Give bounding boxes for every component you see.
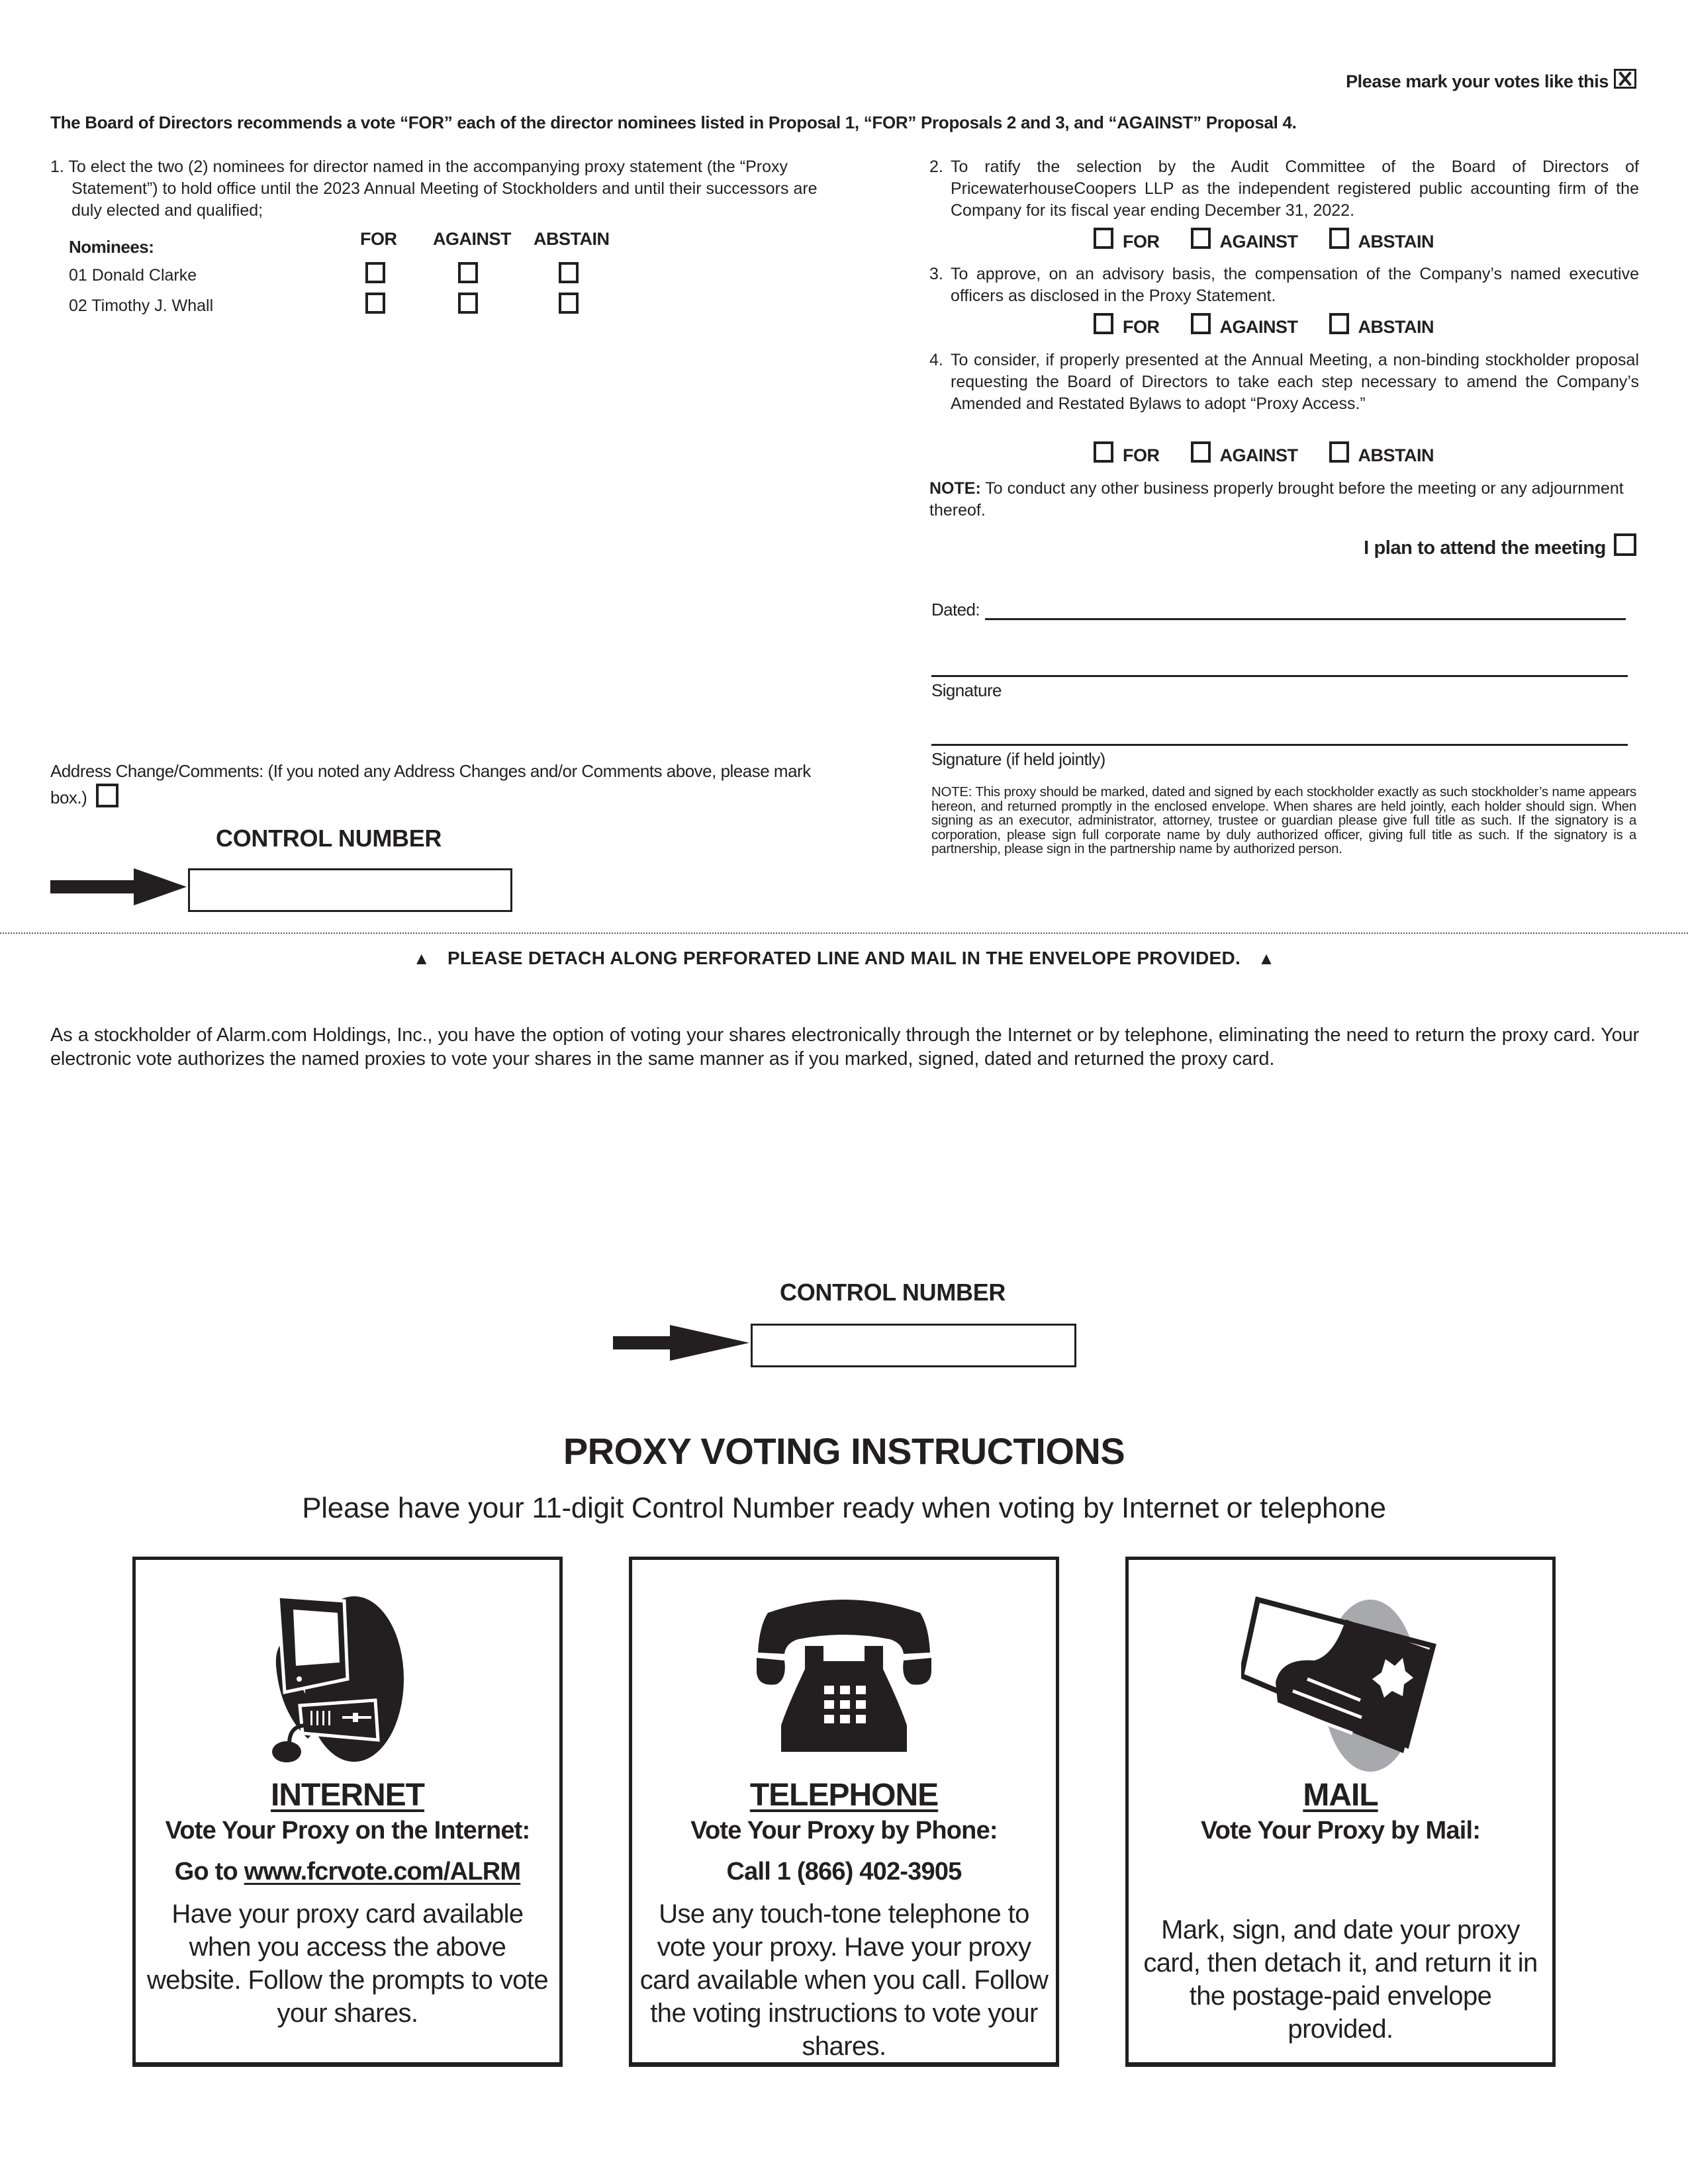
mail-title: MAIL — [1303, 1778, 1378, 1813]
mail-subtitle: Vote Your Proxy by Mail: — [1200, 1817, 1481, 1844]
attend-meeting-checkbox[interactable] — [1614, 533, 1636, 556]
telephone-icon — [745, 1580, 943, 1778]
proposal-4-vote-options — [1094, 441, 1460, 466]
note-label: NOTE: — [929, 479, 981, 498]
arrow-right-icon — [50, 868, 187, 905]
joint-signature-label: Signature (if held jointly) — [931, 749, 1105, 769]
detach-text: PLEASE DETACH ALONG PERFORATED LINE AND MAIL IN THE ENVELOPE PROVIDED. — [447, 948, 1241, 968]
column-for: FOR — [360, 229, 397, 249]
abstain-label: ABSTAIN — [1358, 232, 1434, 251]
proposal-3-number: 3. — [929, 265, 943, 283]
proposal-4-number: 4. — [929, 351, 943, 369]
proposal-2 — [929, 156, 1639, 222]
proposal-4-abstain-checkbox[interactable] — [1329, 441, 1349, 463]
mail-envelope-icon — [1241, 1580, 1440, 1778]
board-recommendation: The Board of Directors recommends a vote “FOR” each of the director nominees listed in Proposal 1, “FOR” Proposals 2 and 3, and “AGAINST” Proposal 4. — [50, 113, 1297, 132]
proposal-2-text: To ratify the selection by the Audit Committee of the Board of Directors of PricewaterhouseCoopers LLP as the independent registered public accounting firm of the Company for its fiscal year ending December 31, 2022. — [951, 158, 1639, 220]
telephone-title: TELEPHONE — [749, 1778, 939, 1813]
proposal-4-text: To consider, if properly presented at the Annual Meeting, a non-binding stockholder proposal requesting the Board of Directors to take each step necessary to amend the Company’s Amended and Restated Bylaws to adopt “Proxy Access.” — [951, 351, 1639, 413]
control-number-field[interactable] — [188, 868, 512, 912]
control-number-label: CONTROL NUMBER — [216, 825, 442, 852]
address-change-text: Address Change/Comments: (If you noted any Address Changes and/or Comments above, please mark box.) — [50, 761, 811, 807]
proposal-3-text: To approve, on an advisory basis, the compensation of the Company’s named executive officers as disclosed in the Proxy Statement. — [951, 265, 1639, 305]
signing-instructions-note: NOTE: This proxy should be marked, dated and signed by each stockholder exactly as such stockholder’s name appears hereon, and returned promptly in the enclosed envelope. When shares are held jointly, each holder should sign. When signing as an executor, administrator, attorney, trustee or guardian please give full title as such. If the signatory is a corporation, please sign full corporate name by duly authorized officer, giving full title as such. If the signatory is a partnership, please sign in the partnership name by authorized person. — [931, 784, 1636, 856]
proposal-4 — [929, 349, 1639, 415]
proposal-2-for-checkbox[interactable] — [1094, 228, 1113, 249]
telephone-subtitle: Vote Your Proxy by Phone: — [690, 1817, 998, 1844]
column-abstain: ABSTAIN — [534, 229, 610, 249]
nominee-2-against-checkbox[interactable] — [458, 293, 478, 314]
nominee-1-abstain-checkbox[interactable] — [559, 262, 579, 283]
nominee-row — [69, 296, 213, 316]
proposal-3-for-checkbox[interactable] — [1094, 313, 1113, 334]
electronic-voting-info: As a stockholder of Alarm.com Holdings, Inc., you have the option of voting your shares electronically through the Internet or by telephone, eliminating the need to return the proxy card. Your electronic vote authorizes the named proxies to vote your shares in the same manner as if you marked, signed, dated and returned the proxy card. — [50, 1024, 1639, 1069]
abstain-label: ABSTAIN — [1358, 445, 1434, 465]
joint-signature-field[interactable] — [931, 744, 1628, 746]
proposal-3-vote-options — [1094, 313, 1460, 338]
proposal-3-abstain-checkbox[interactable] — [1329, 313, 1349, 334]
column-against: AGAINST — [433, 229, 511, 249]
nominee-2-for-checkbox[interactable] — [365, 293, 385, 314]
arrow-right-icon — [613, 1325, 749, 1361]
nominee-1-for-checkbox[interactable] — [365, 262, 385, 283]
proposal-1 — [50, 156, 826, 222]
internet-subtitle: Vote Your Proxy on the Internet: — [165, 1817, 530, 1844]
control-number-field[interactable] — [751, 1324, 1076, 1367]
nominee-2-abstain-checkbox[interactable] — [559, 293, 579, 314]
signature-field[interactable] — [931, 675, 1628, 677]
computer-icon — [248, 1580, 447, 1778]
against-label: AGAINST — [1219, 317, 1298, 337]
other-business-note — [929, 478, 1639, 522]
nominee-1-against-checkbox[interactable] — [458, 262, 478, 283]
internet-instructions: Have your proxy card available when you access the above website. Follow the prompts to vote your shares. — [147, 1899, 548, 2028]
proposal-4-for-checkbox[interactable] — [1094, 441, 1113, 463]
proxy-voting-instructions-title: PROXY VOTING INSTRUCTIONS — [563, 1430, 1125, 1472]
dated-label: Dated: — [931, 600, 980, 619]
proposal-3 — [929, 263, 1639, 307]
nominee-name: 01 Donald Clarke — [69, 266, 197, 285]
nominee-table — [69, 229, 665, 315]
proposal-2-vote-options — [1094, 228, 1460, 252]
dated-field[interactable] — [985, 618, 1626, 620]
proposal-3-against-checkbox[interactable] — [1191, 313, 1211, 334]
triangle-up-icon: ▲ — [1258, 948, 1276, 968]
example-marked-checkbox-icon — [1614, 69, 1636, 89]
proxy-voting-instructions-subtitle: Please have your 11-digit Control Number ready when voting by Internet or telephone — [302, 1492, 1386, 1524]
triangle-up-icon: ▲ — [412, 948, 430, 968]
for-label: FOR — [1123, 317, 1160, 337]
detach-instruction — [0, 948, 1688, 969]
address-change-checkbox[interactable] — [96, 784, 118, 807]
proposal-2-against-checkbox[interactable] — [1191, 228, 1211, 249]
nominees-label: Nominees: — [69, 237, 154, 257]
control-number-label: CONTROL NUMBER — [780, 1279, 1006, 1306]
signature-label: Signature — [931, 680, 1002, 700]
against-label: AGAINST — [1219, 445, 1298, 465]
voting-website-link[interactable]: www.fcrvote.com/ALRM — [244, 1858, 521, 1886]
for-label: FOR — [1123, 232, 1160, 251]
proposal-1-text: To elect the two (2) nominees for director named in the accompanying proxy statement (the “Proxy Statement”) to hold office until the 2023 Annual Meeting of Stockholders and until their successors are duly elected and qualified; — [68, 158, 818, 220]
nominee-row — [69, 266, 197, 285]
telephone-number: Call 1 (866) 402-3905 — [726, 1858, 962, 1886]
internet-action: Go to www.fcrvote.com/ALRM — [174, 1858, 521, 1886]
mail-voting-panel — [1125, 1557, 1556, 2067]
proposal-4-against-checkbox[interactable] — [1191, 441, 1211, 463]
proposal-1-number: 1. — [50, 158, 64, 176]
proposal-2-number: 2. — [929, 158, 943, 176]
internet-voting-panel — [132, 1557, 563, 2067]
mail-instructions: Mark, sign, and date your proxy card, then detach it, and return it in the postage-paid envelope provided. — [1143, 1915, 1538, 2044]
perforated-line — [0, 933, 1688, 934]
telephone-instructions: Use any touch-tone telephone to vote your proxy. Have your proxy card available when you call. Follow the voting instructions to vote your shares. — [639, 1899, 1049, 2061]
abstain-label: ABSTAIN — [1358, 317, 1434, 337]
telephone-voting-panel — [629, 1557, 1059, 2067]
nominee-name: 02 Timothy J. Whall — [69, 296, 214, 315]
against-label: AGAINST — [1219, 232, 1298, 251]
note-text: To conduct any other business properly brought before the meeting or any adjournment thereof. — [929, 479, 1624, 520]
mark-votes-hint — [1346, 69, 1636, 92]
internet-title: INTERNET — [271, 1778, 424, 1813]
address-change-comments — [50, 758, 851, 810]
attend-meeting — [1364, 533, 1636, 559]
attend-meeting-label: I plan to attend the meeting — [1364, 537, 1606, 559]
for-label: FOR — [1123, 445, 1160, 465]
proposal-2-abstain-checkbox[interactable] — [1329, 228, 1349, 249]
mark-hint-text: Please mark your votes like this — [1346, 71, 1609, 91]
